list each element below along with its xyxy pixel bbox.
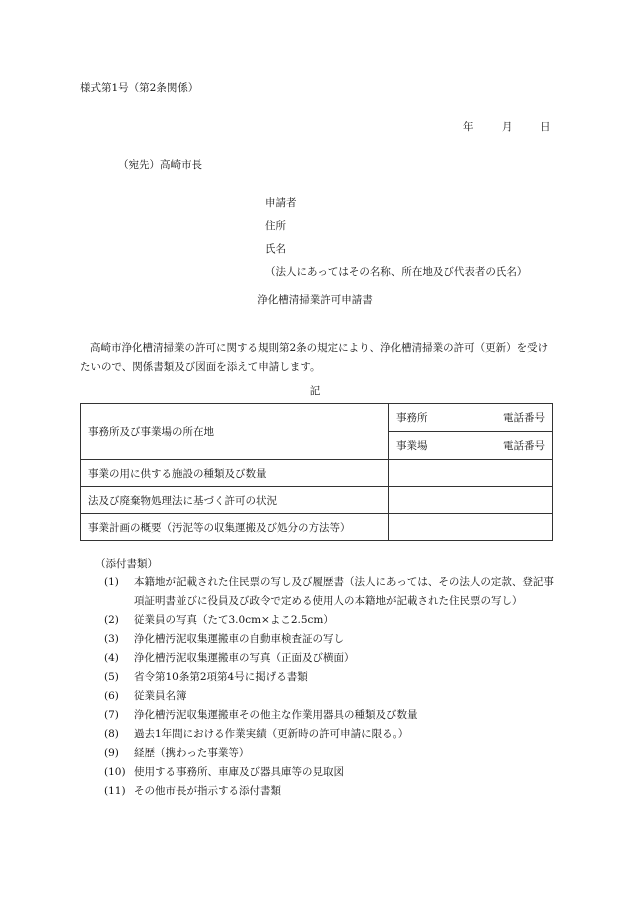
application-table — [80, 403, 553, 541]
date-year: 年 — [463, 121, 474, 133]
list-item: (6) 従業員名簿 — [104, 690, 187, 702]
list-item: (11) その他市長が指示する添付書類 — [104, 785, 281, 797]
workplace-phone-label: 電話番号 — [503, 440, 545, 452]
form-number: 様式第1号（第2条関係） — [80, 82, 199, 94]
intro-paragraph: 高崎市浄化槽清掃業の許可に関する規則第2条の規定により、浄化槽清掃業の許可（更新）を受けたいので、関係書類及び図面を添えて申請します。 — [80, 342, 549, 373]
facilities-label: 事業の用に供する施設の種類及び数量 — [81, 460, 389, 487]
list-item: (3) 浄化槽汚泥収集運搬車の自動車検査証の写し — [104, 633, 344, 645]
list-item: (8) 過去1年間における作業実績（更新時の許可申請に限る。） — [104, 728, 409, 740]
list-item: (2) 従業員の写真（たて3.0cm×よこ2.5cm） — [104, 614, 334, 626]
date-day: 日 — [540, 121, 551, 133]
attachments-heading: （添付書類） — [95, 558, 158, 570]
office-phone-label: 電話番号 — [503, 412, 545, 424]
list-item: (1) 本籍地が記載された住民票の写し及び履歴書（法人にあっては、その法人の定款、登記事項証明書並びに役員及び政令で定める使用人の本籍地が記載された住民票の写し） — [104, 576, 554, 607]
workplace-label: 事業場 — [396, 440, 428, 452]
workplace-cell — [389, 432, 553, 460]
office-cell — [389, 404, 553, 432]
facilities-value — [389, 460, 553, 487]
list-item: (5) 省令第10条第2項第4号に掲げる書類 — [104, 671, 308, 683]
date-month: 月 — [502, 121, 513, 133]
addressee: （宛先）高崎市長 — [118, 159, 202, 171]
location-label: 事務所及び事業場の所在地 — [81, 404, 389, 460]
table-row — [81, 404, 553, 432]
permit-status-label: 法及び廃棄物処理法に基づく許可の状況 — [81, 487, 389, 514]
list-item: (10) 使用する事務所、車庫及び器具庫等の見取図 — [104, 766, 344, 778]
list-item: (4) 浄化槽汚泥収集運搬車の写真（正面及び横面） — [104, 652, 355, 664]
applicant-name-label: 氏名 — [265, 243, 286, 255]
business-plan-label: 事業計画の概要（汚泥等の収集運搬及び処分の方法等） — [81, 514, 389, 541]
table-row — [81, 487, 553, 514]
page-title: 浄化槽清掃業許可申請書 — [257, 294, 373, 306]
list-item: (7) 浄化槽汚泥収集運搬車その他主な作業用器具の種類及び数量 — [104, 709, 418, 721]
list-item: (9) 経歴（携わった事業等） — [104, 747, 250, 759]
office-label: 事務所 — [396, 412, 428, 424]
attachments-list — [96, 573, 556, 801]
table-row — [81, 460, 553, 487]
permit-status-value — [389, 487, 553, 514]
applicant-heading: 申請者 — [265, 197, 297, 209]
ki-heading: 記 — [309, 385, 321, 397]
table-row — [81, 514, 553, 541]
business-plan-value — [389, 514, 553, 541]
applicant-note: （法人にあってはその名称、所在地及び代表者の氏名） — [265, 266, 528, 278]
applicant-address-label: 住所 — [265, 220, 286, 232]
